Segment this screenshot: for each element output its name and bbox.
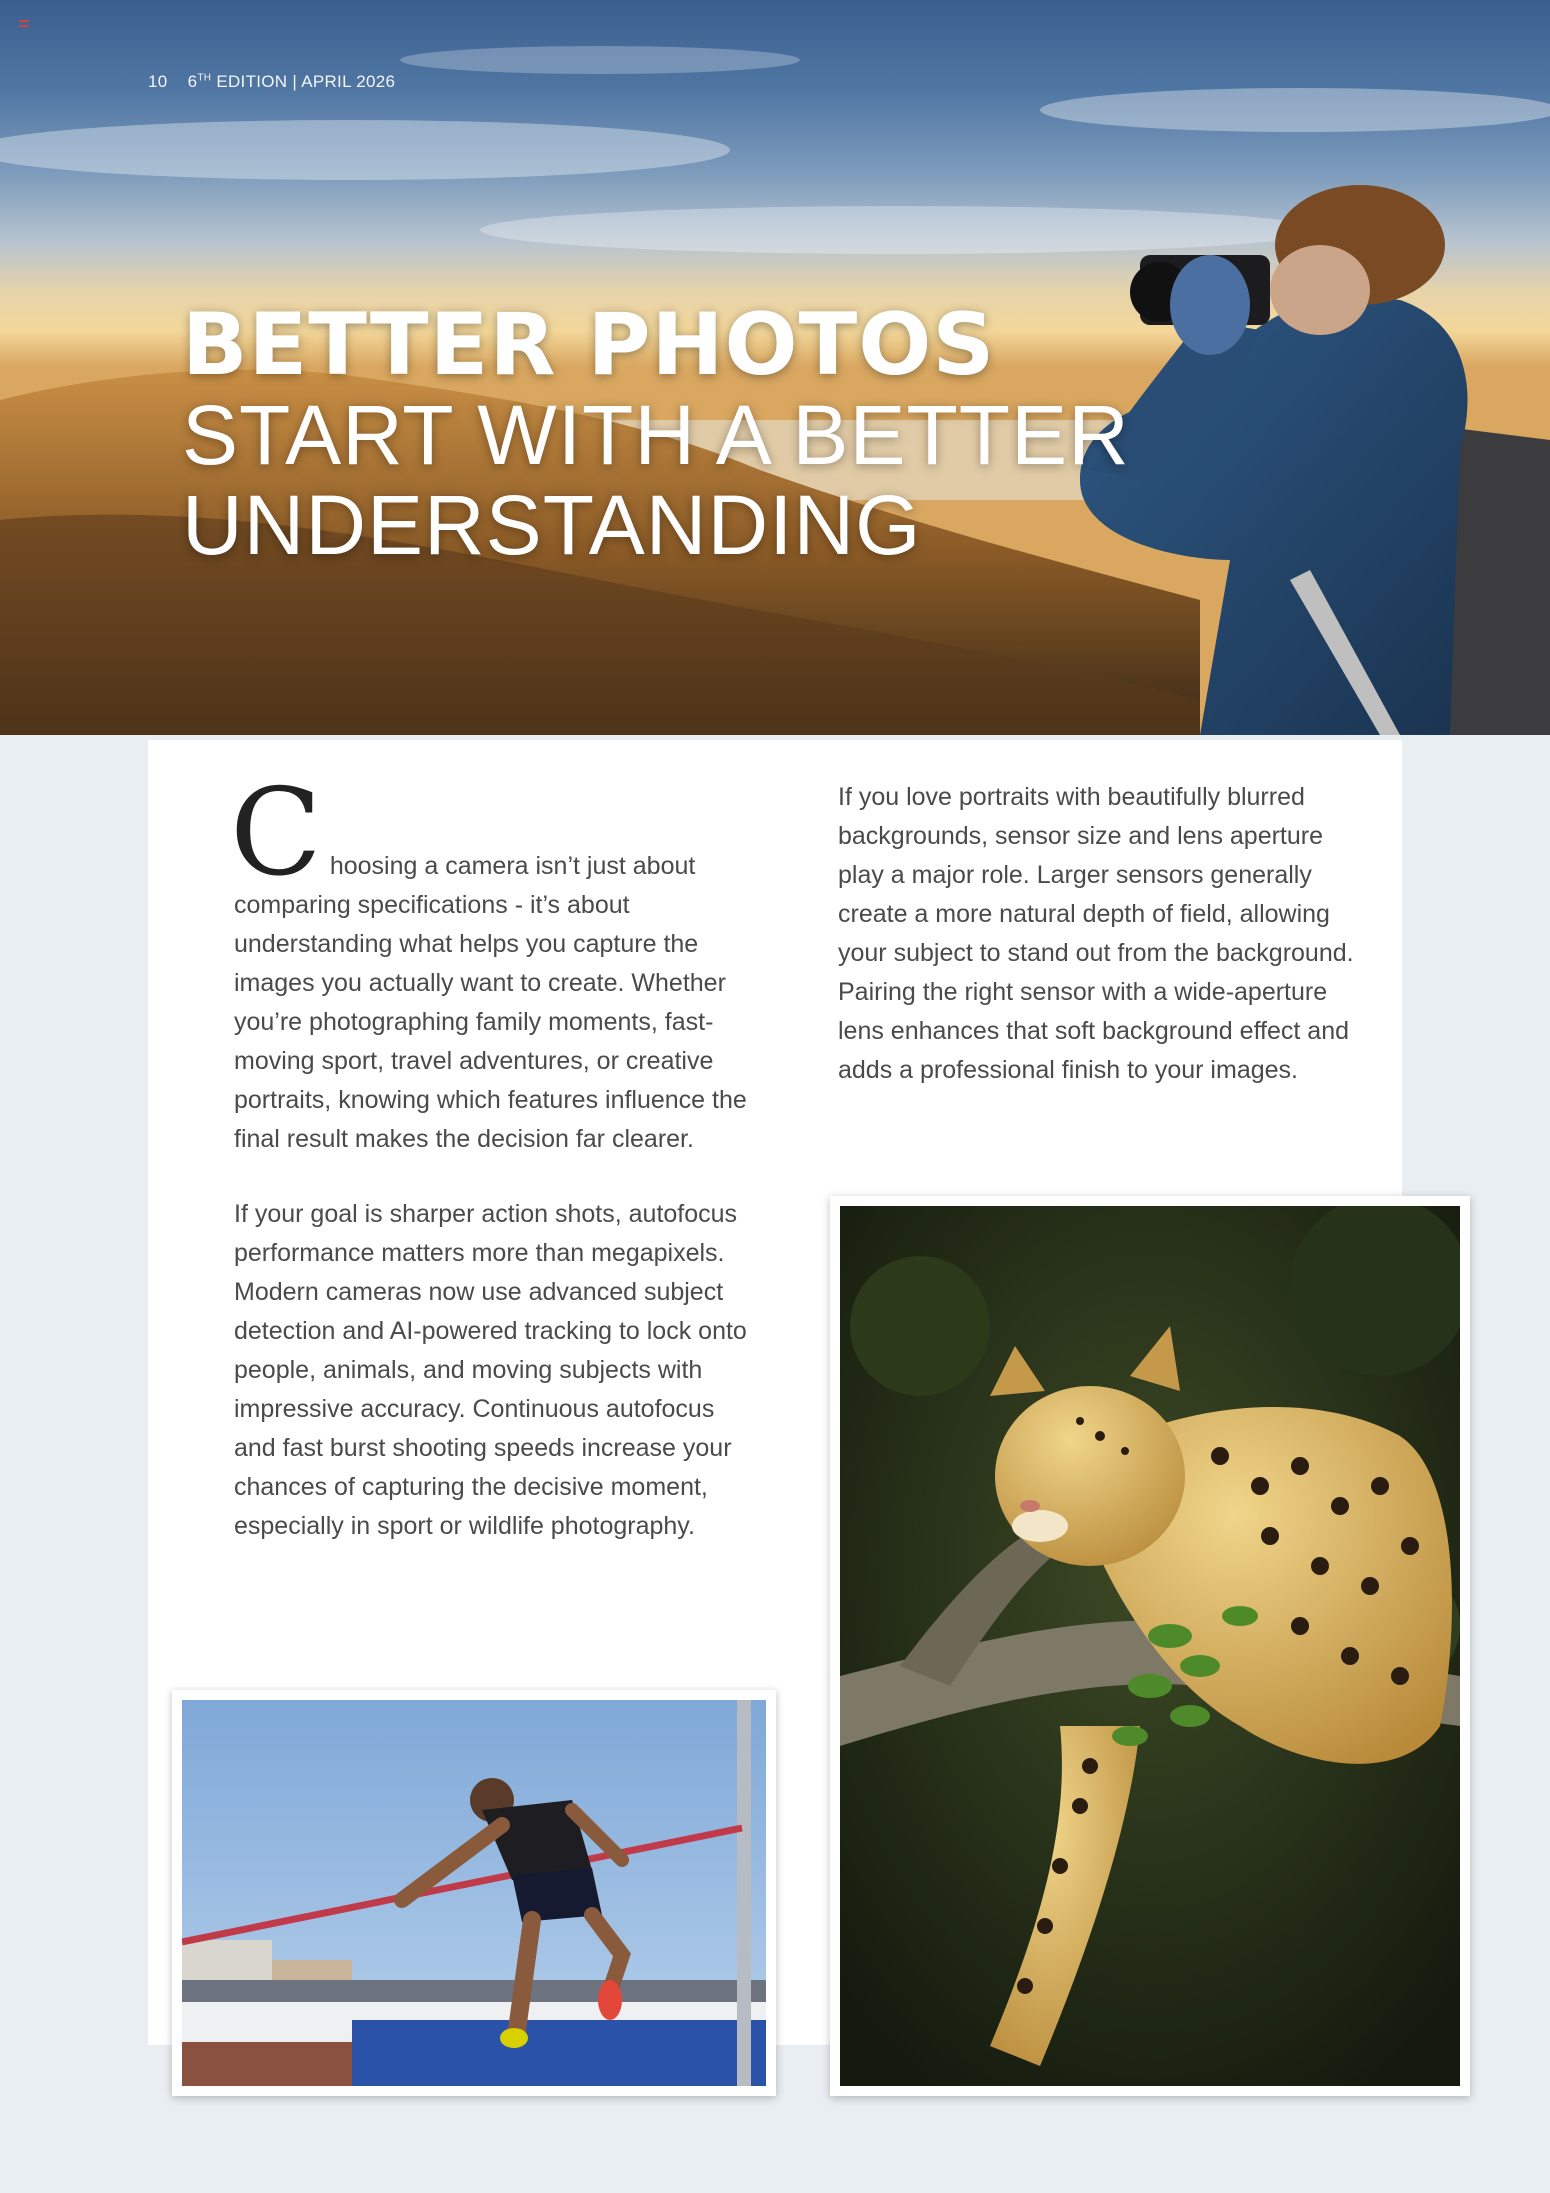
article-column-right — [838, 778, 1358, 1126]
corner-mark — [19, 20, 29, 27]
article-paragraph-1 — [230, 764, 754, 1159]
edition-number: 6 — [187, 72, 198, 91]
article-column-left — [230, 764, 754, 1582]
edition-date: EDITION | APRIL 2026 — [211, 72, 396, 91]
drop-cap: C — [230, 764, 322, 903]
article-paragraph-2: If your goal is sharper action shots, autofocus performance matters more than megapixels. Modern cameras now use advanced subject detection and AI-powered tracking to lock onto people, animals, and moving subjects with impressive accuracy. Continuous autofocus and fast burst shooting speeds increase your chances of capturing the decisive moment, especially in sport or wildlife photography. — [234, 1200, 747, 1540]
hero-title — [182, 295, 1130, 572]
page-number: 10 — [148, 72, 168, 91]
paragraph-1-text: hoosing a camera isn’t just about comparing specifications - it’s about understanding what helps you capture the images you actually want to create. Whether you’re photographing family moments, fast-moving sport, travel adventures, or creative portraits, knowing which features influence the final result makes the decision far clearer. — [234, 852, 747, 1153]
edition-suffix: TH — [197, 72, 212, 84]
article-paragraph-3: If you love portraits with beautifully blurred backgrounds, sensor size and lens aperture play a major role. Larger sensors generally create a more natural depth of field, allowing your subject to stand out from the background. Pairing the right sensor with a wide-aperture lens enhances that soft background effect and adds a professional finish to your images. — [838, 783, 1354, 1084]
hero-title-line2: START WITH A BETTER — [182, 388, 1130, 482]
high-jump-photo — [172, 1690, 776, 2096]
leopard-image — [840, 1206, 1460, 2086]
leopard-photo — [830, 1196, 1470, 2096]
high-jump-image — [182, 1700, 766, 2086]
page-folio — [148, 72, 395, 92]
hero-banner — [0, 0, 1550, 735]
hero-title-line3: UNDERSTANDING — [182, 478, 922, 572]
hero-title-bold: BETTER PHOTOS — [182, 295, 996, 395]
